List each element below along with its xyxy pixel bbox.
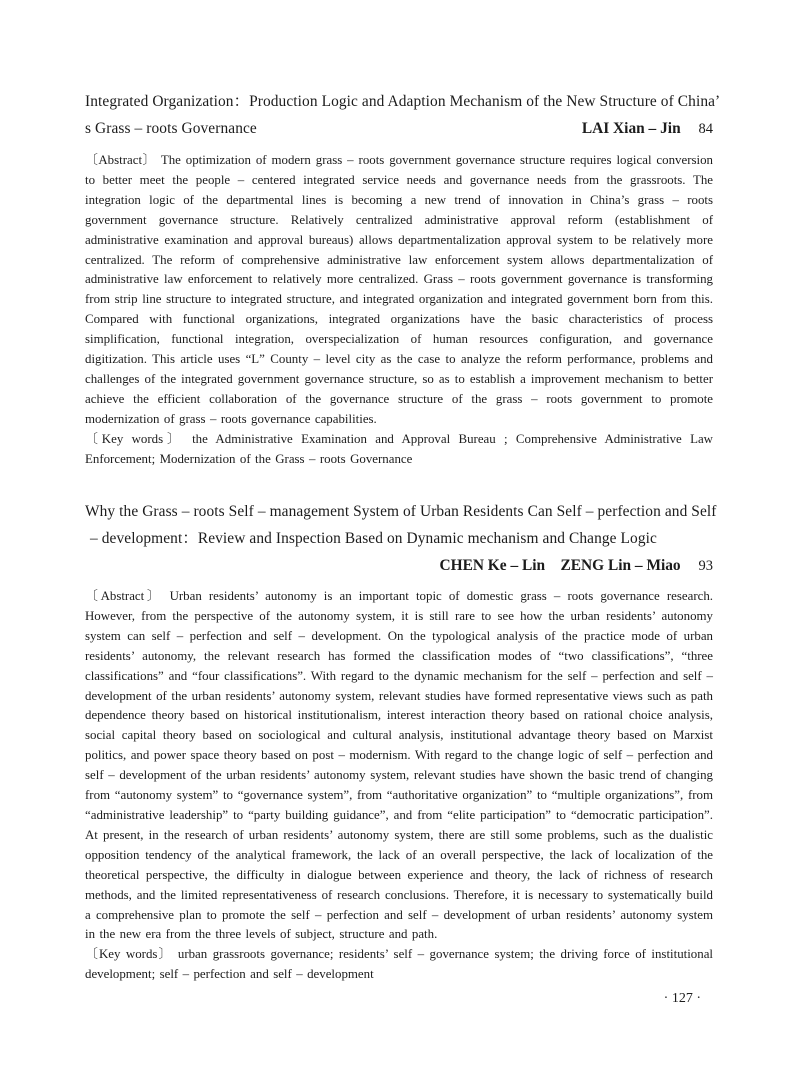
article-1-title-line-1: Integrated Organization：Production Logic and Adaption Mechanism of the New Structure of China’ xyxy=(85,93,721,110)
article-2-abstract: 〔Abstract〕 Urban residents’ autonomy is an important topic of domestic grass – roots governance research. However, from the perspective of the autonomy system, it is still rare to see how the urban residents’ autonomy system can self – perfection and self – development. On the typological analysis of the practice mode of urban residents’ autonomy, the relevant research has formed the classification modes of “two classifications”, “three classifications” and “four classifications”. With regard to the dynamic mechanism for the self – perfection and self – development of the urban residents’ autonomy system, relevant studies have formed representative views such as path dependence theory based on historical institutionalism, interest interaction theory based on rational choice analysis, social capital theory based on sociological and cultural analysis, institutional advantage theory based on Marxist politics, and power space theory based on post – modernism. With regard to the change logic of self – perfection and self – development of the urban residents’ autonomy system, relevant studies have shown the basic trend of changing from “autonomy system” to “governance system”, from “authoritative organization” to “multiple organizations”, from “administrative leadership” to “party building guidance”, and from “elite participation” to “democratic participation”. At present, in the research of urban residents’ autonomy system, there are still some problems, such as the dualistic opposition tendency of the analytical framework, the lack of an overall perspective, the lack of localization of the theoretical perspective, the difficulty in dialogue between experience and theory, the lack of richness of research methods, and the limited representativeness of research conclusions. Therefore, it is necessary to systematically build a comprehensive plan to promote the self – perfection and self – development of urban residents’ autonomy system in the new era from the three levels of subject, structure and path. xyxy=(85,589,713,942)
article-1-keywords: 〔Key words〕 the Administrative Examination and Approval Bureau ; Comprehensive Administrative Law Enforcement; Modernization of the Grass – roots Governance xyxy=(85,431,713,466)
article-1-title-line-2: s Grass – roots Governance xyxy=(85,120,257,137)
article-2-title-line-1: Why the Grass – roots Self – management System of Urban Residents Can Self – perfection and Self xyxy=(85,503,717,520)
article-2-title-line-2: – development：Review and Inspection Based on Dynamic mechanism and Change Logic xyxy=(90,530,657,547)
article-1-abstract: 〔Abstract〕 The optimization of modern grass – roots government governance structure requires logical conversion to better meet the people – centered integrated service needs and governance needs from the grassroots. The integration logic of the departmental lines is becoming a new trend of innovation in China’s grass – roots government governance structure. Relatively centralized administrative approval reform (establishment of administrative examination and approval bureaus) allows departmentalization approval system to be relatively more centralized. The reform of comprehensive administrative law enforcement system allows departmentalization of administrative law enforcement to relatively more centralized. Grass – roots government governance is transforming from strip line structure to integrated structure, and integrated organization and integrated government born from this. Compared with functional organizations, integrated organizations have the basic characteristics of process simplification, functional integration, overspecialization of human resources configuration, and governance digitization. This article uses “L” County – level city as the case to analyze the reform performance, problems and challenges of the integrated government governance structure, so as to establish a improvement mechanism to better achieve the efficient collaboration of the governance structure of the grass – roots government to promote modernization of grass – roots governance capabilities. xyxy=(85,153,713,426)
folio-page-number: · 127 · xyxy=(663,991,701,1006)
article-2-byline xyxy=(85,553,713,579)
article-2-page-number: 93 xyxy=(698,558,713,574)
article-1-byline xyxy=(582,115,713,143)
article-1-authors: LAI Xian – Jin xyxy=(581,120,681,137)
article-2-authors: CHEN Ke – Lin ZENG Lin – Miao xyxy=(439,557,681,574)
toc-entry-2 xyxy=(85,498,717,985)
article-1-page-number: 84 xyxy=(698,121,713,137)
article-1-title-row-2 xyxy=(85,115,713,143)
article-2-keywords: 〔Key words〕 urban grassroots governance; residents’ self – governance system; the driving force of institutional development; self – perfection and self – development xyxy=(85,947,713,982)
toc-entry-1 xyxy=(85,88,721,470)
